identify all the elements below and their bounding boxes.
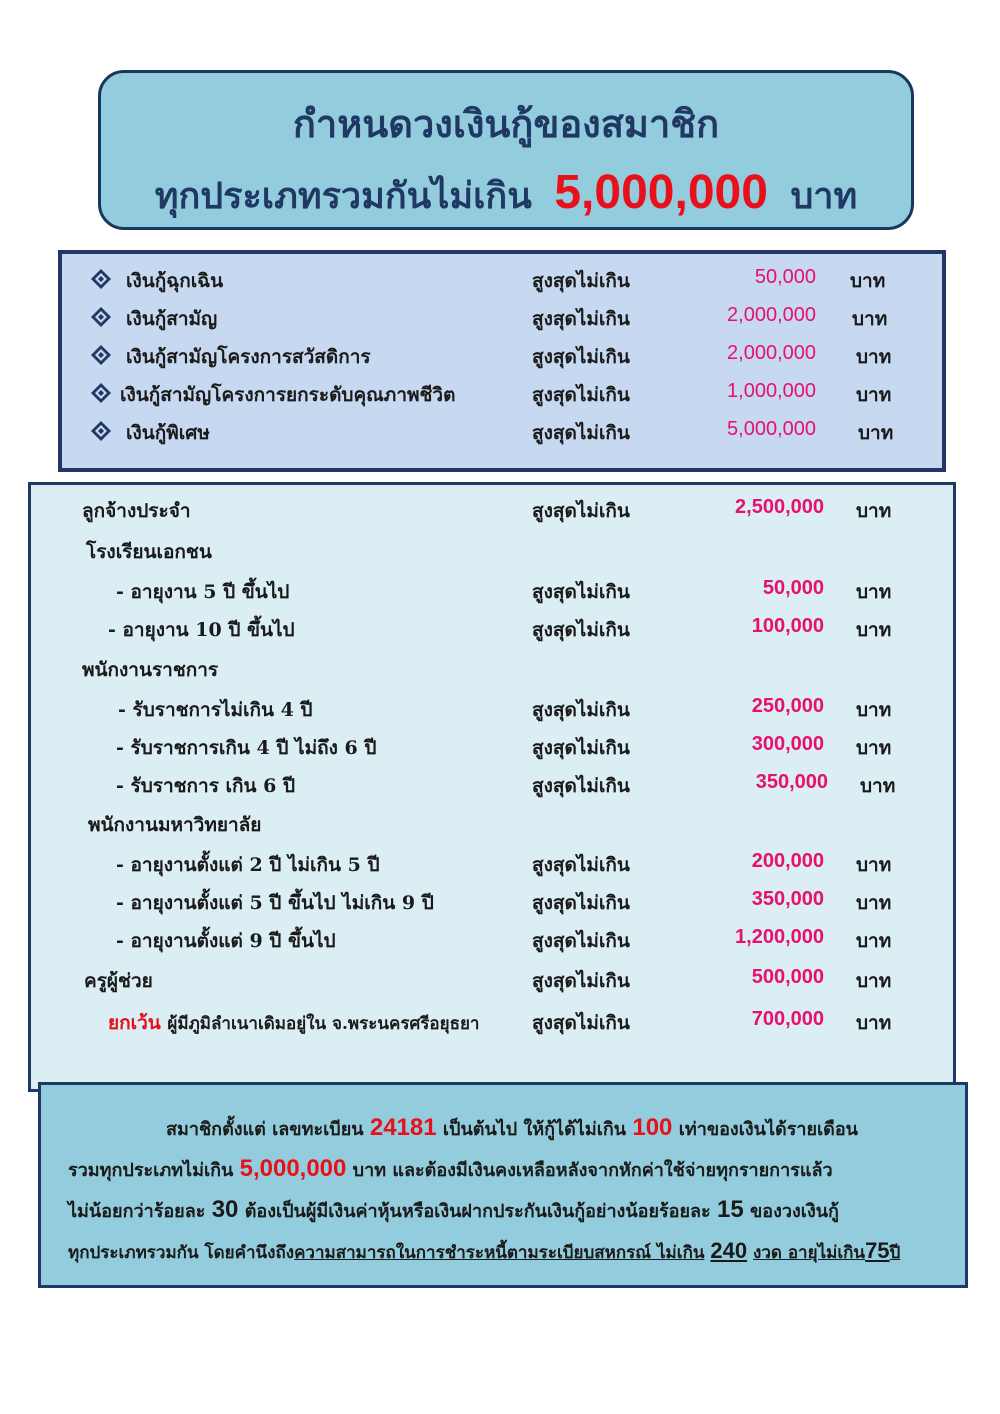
emp-amount: 500,000 bbox=[751, 966, 824, 988]
note-line-3 bbox=[68, 1196, 839, 1225]
emp-amount: 700,000 bbox=[751, 1008, 824, 1030]
loan-row-welfare bbox=[0, 342, 1000, 372]
emp-limit: สูงสุดไม่เกิน bbox=[532, 737, 630, 759]
loan-limit: สูงสุดไม่เกิน bbox=[532, 346, 630, 368]
loan-limit: สูงสุดไม่เกิน bbox=[532, 384, 630, 406]
emp-row-exception bbox=[0, 1008, 1000, 1038]
note-line-2 bbox=[68, 1155, 833, 1184]
loan-label: เงินกู้ฉุกเฉิน bbox=[126, 270, 224, 292]
emp-heading: พนักงานมหาวิทยาลัย bbox=[88, 814, 262, 836]
emp-label: - รับราชการไม่เกิน 4 ปี bbox=[118, 699, 313, 721]
note-number: 15 bbox=[717, 1196, 744, 1223]
emp-label: ลูกจ้างประจำ bbox=[82, 500, 191, 522]
loan-row-ordinary bbox=[0, 304, 1000, 334]
emp-limit: สูงสุดไม่เกิน bbox=[532, 854, 630, 876]
emp-row bbox=[0, 733, 1000, 763]
subtitle-prefix: ทุกประเภทรวมกันไม่เกิน bbox=[154, 175, 532, 217]
emp-amount: 350,000 bbox=[751, 888, 824, 910]
emp-unit: บาท bbox=[860, 775, 896, 797]
note-number: 30 bbox=[211, 1196, 239, 1223]
loan-unit: บาท bbox=[850, 270, 886, 292]
note-text: บาท และต้องมีเงินคงเหลือหลังจากหักค่าใช้จ่ายทุกรายการแล้ว bbox=[352, 1160, 833, 1181]
loan-row-emergency bbox=[0, 266, 1000, 296]
loan-amount: 1,000,000 bbox=[727, 380, 816, 402]
emp-amount: 250,000 bbox=[751, 695, 824, 717]
loan-amount: 50,000 bbox=[754, 266, 816, 288]
emp-row bbox=[0, 888, 1000, 918]
emp-unit: บาท bbox=[856, 854, 892, 876]
emp-row-permanent bbox=[0, 496, 1000, 526]
emp-amount: 100,000 bbox=[751, 615, 824, 637]
emp-label: ครูผู้ช่วย bbox=[84, 970, 153, 992]
note-number: 75 bbox=[865, 1238, 890, 1263]
note-line-1 bbox=[166, 1114, 858, 1143]
note-number: 240 bbox=[710, 1238, 748, 1263]
note-text: ไม่น้อยกว่าร้อยละ bbox=[68, 1201, 206, 1222]
emp-label: - รับราชการเกิน 4 ปี ไม่ถึง 6 ปี bbox=[116, 737, 377, 759]
emp-unit: บาท bbox=[856, 930, 892, 952]
emp-limit: สูงสุดไม่เกิน bbox=[532, 970, 630, 992]
emp-heading-gov-employee bbox=[0, 655, 1000, 685]
note-number: 100 bbox=[632, 1114, 673, 1141]
emp-row bbox=[0, 615, 1000, 645]
emp-unit: บาท bbox=[856, 699, 892, 721]
emp-limit: สูงสุดไม่เกิน bbox=[532, 1012, 630, 1034]
emp-heading: พนักงานราชการ bbox=[82, 659, 219, 681]
emp-label: - อายุงาน 10 ปี ขึ้นไป bbox=[108, 619, 295, 641]
exception-text: ผู้มีภูมิลำเนาเดิมอยู่ใน จ.พระนครศรีอยุธยา bbox=[167, 1014, 480, 1034]
emp-amount: 1,200,000 bbox=[735, 926, 824, 948]
loan-limit: สูงสุดไม่เกิน bbox=[532, 270, 630, 292]
emp-limit: สูงสุดไม่เกิน bbox=[532, 581, 630, 603]
emp-row bbox=[0, 926, 1000, 956]
loan-label: เงินกู้สามัญ bbox=[126, 308, 218, 330]
loan-amount: 5,000,000 bbox=[727, 418, 816, 440]
emp-limit: สูงสุดไม่เกิน bbox=[532, 892, 630, 914]
emp-unit: บาท bbox=[856, 737, 892, 759]
loan-amount: 2,000,000 bbox=[727, 342, 816, 364]
note-text: เท่าของเงินได้รายเดือน bbox=[678, 1119, 858, 1140]
emp-unit: บาท bbox=[856, 1012, 892, 1034]
exception-prefix: ยกเว้น bbox=[108, 1012, 161, 1034]
emp-limit: สูงสุดไม่เกิน bbox=[532, 775, 630, 797]
page-subtitle bbox=[101, 165, 911, 224]
loan-unit: บาท bbox=[858, 422, 894, 444]
emp-heading: โรงเรียนเอกชน bbox=[86, 541, 212, 563]
emp-limit: สูงสุดไม่เกิน bbox=[532, 500, 630, 522]
loan-limit: สูงสุดไม่เกิน bbox=[532, 308, 630, 330]
emp-label: - อายุงาน 5 ปี ขึ้นไป bbox=[116, 581, 290, 603]
note-text: เป็นต้นไป ให้กู้ได้ไม่เกิน bbox=[442, 1119, 627, 1140]
emp-limit: สูงสุดไม่เกิน bbox=[532, 930, 630, 952]
emp-row bbox=[0, 850, 1000, 880]
note-number: 24181 bbox=[369, 1114, 437, 1141]
diamond-bullet-icon bbox=[90, 382, 112, 404]
emp-heading-university bbox=[0, 810, 1000, 840]
note-text: ต้องเป็นผู้มีเงินค่าหุ้นหรือเงินฝากประกันเงินกู้อย่างน้อยร้อยละ bbox=[244, 1201, 711, 1222]
subtitle-unit: บาท bbox=[790, 175, 858, 217]
loan-label: เงินกู้พิเศษ bbox=[126, 422, 210, 444]
diamond-bullet-icon bbox=[90, 420, 112, 442]
note-text: รวมทุกประเภทไม่เกิน bbox=[68, 1160, 234, 1181]
loan-label: เงินกู้สามัญโครงการยกระดับคุณภาพชีวิต bbox=[120, 384, 456, 406]
note-text: ของวงเงินกู้ bbox=[750, 1201, 839, 1222]
emp-amount: 2,500,000 bbox=[735, 496, 824, 518]
emp-unit: บาท bbox=[856, 619, 892, 641]
emp-unit: บาท bbox=[856, 892, 892, 914]
note-text: ความสามารถในการชำระหนี้ตามระเบียบสหกรณ์ ไม่เกิน bbox=[294, 1243, 705, 1263]
diamond-bullet-icon bbox=[90, 268, 112, 290]
loan-unit: บาท bbox=[856, 384, 892, 406]
emp-amount: 50,000 bbox=[762, 577, 824, 599]
emp-amount: 300,000 bbox=[751, 733, 824, 755]
note-text: ปี bbox=[889, 1243, 901, 1263]
emp-limit: สูงสุดไม่เกิน bbox=[532, 619, 630, 641]
emp-heading-private-school bbox=[0, 537, 1000, 567]
exception-label bbox=[108, 1008, 479, 1038]
emp-amount: 200,000 bbox=[751, 850, 824, 872]
emp-label: - อายุงานตั้งแต่ 2 ปี ไม่เกิน 5 ปี bbox=[116, 854, 380, 876]
note-line-4 bbox=[68, 1238, 900, 1266]
loan-label: เงินกู้สามัญโครงการสวัสดิการ bbox=[126, 346, 371, 368]
emp-row bbox=[0, 695, 1000, 725]
title-box bbox=[98, 70, 914, 230]
note-number: 5,000,000 bbox=[239, 1155, 347, 1182]
emp-unit: บาท bbox=[856, 970, 892, 992]
loan-limit: สูงสุดไม่เกิน bbox=[532, 422, 630, 444]
emp-label: - รับราชการ เกิน 6 ปี bbox=[116, 775, 296, 797]
note-text: ทุกประเภทรวมกัน โดยคำนึงถึง bbox=[68, 1243, 295, 1263]
loan-unit: บาท bbox=[852, 308, 888, 330]
loan-row-quality-of-life bbox=[0, 380, 1000, 410]
emp-amount: 350,000 bbox=[755, 771, 828, 793]
emp-unit: บาท bbox=[856, 581, 892, 603]
loan-row-special bbox=[0, 418, 1000, 448]
emp-row bbox=[0, 577, 1000, 607]
emp-row bbox=[0, 771, 1000, 801]
emp-label: - อายุงานตั้งแต่ 5 ปี ขึ้นไป ไม่เกิน 9 ปี bbox=[116, 892, 434, 914]
emp-unit: บาท bbox=[856, 500, 892, 522]
emp-label: - อายุงานตั้งแต่ 9 ปี ขึ้นไป bbox=[116, 930, 336, 952]
note-text: สมาชิกตั้งแต่ เลขทะเบียน bbox=[166, 1119, 364, 1140]
emp-row-assistant-teacher bbox=[0, 966, 1000, 996]
loan-unit: บาท bbox=[856, 346, 892, 368]
subtitle-amount: 5,000,000 bbox=[554, 166, 768, 219]
note-text: งวด อายุไม่เกิน bbox=[753, 1243, 866, 1263]
diamond-bullet-icon bbox=[90, 306, 112, 328]
page-title: กำหนดวงเงินกู้ของสมาชิก bbox=[292, 101, 720, 146]
diamond-bullet-icon bbox=[90, 344, 112, 366]
loan-amount: 2,000,000 bbox=[727, 304, 816, 326]
emp-limit: สูงสุดไม่เกิน bbox=[532, 699, 630, 721]
